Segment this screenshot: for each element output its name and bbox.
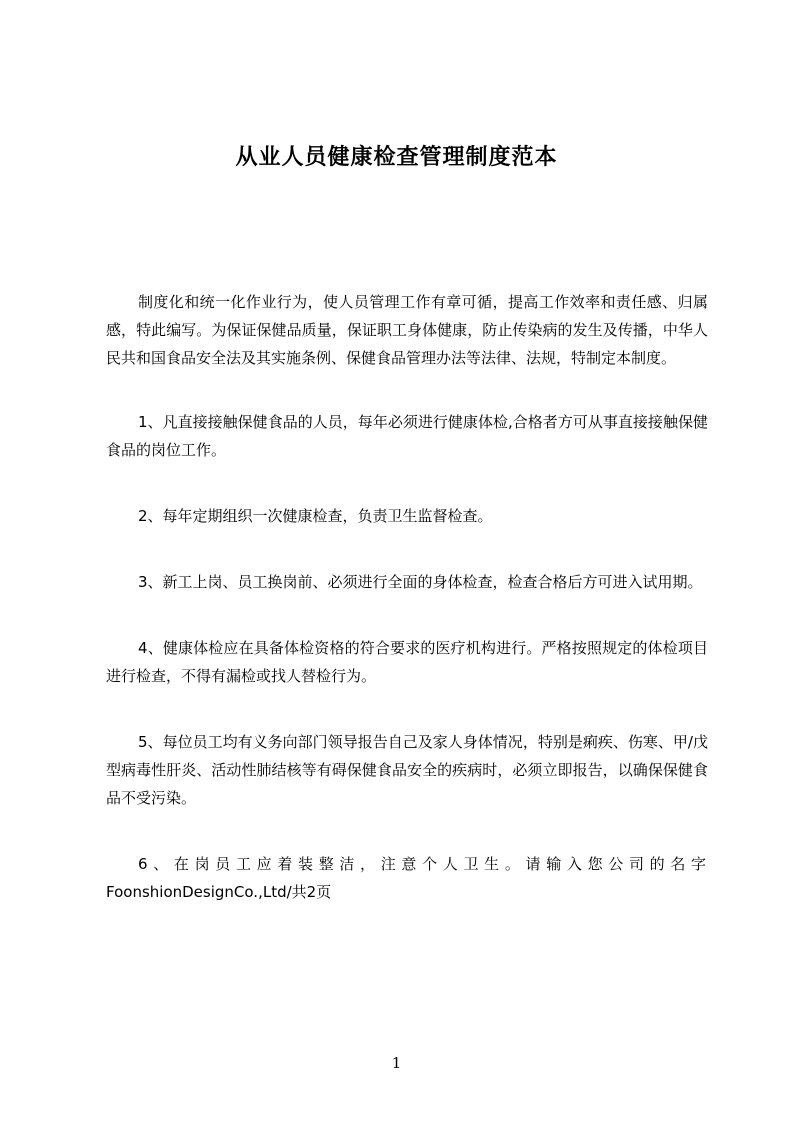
intro-paragraph: 制度化和统一化作业行为，使人员管理工作有章可循，提高工作效率和责任感、归属感，特此编写。为保证保健品质量，保证职工身体健康，防止传染病的发生及传播，中华人民共和国食品安全法及其实施条例、保健食品管理办法等法律、法规，特制定本制度。 <box>106 293 708 367</box>
rule-item-6 <box>106 850 708 906</box>
rule-item-6-text: 6、在岗员工应着装整洁，注意个人卫生。请输入您公司的名字 <box>138 855 708 873</box>
document-body <box>106 288 708 944</box>
rule-item-6-tail: FoonshionDesignCo.,Ltd/共2页 <box>106 883 332 901</box>
rule-item-5: 5、每位员工均有义务向部门领导报告自己及家人身体情况，特别是痢疾、伤寒、甲/戊型病毒性肝炎、活动性肺结核等有碍保健食品安全的疾病时，必须立即报告，以确保保健食品不受污染。 <box>106 733 708 807</box>
document-title: 从业人员健康检查管理制度范本 <box>235 145 558 170</box>
rule-item-2: 2、每年定期组织一次健康检查，负责卫生监督检查。 <box>138 507 493 525</box>
page-number: 1 <box>391 1054 402 1072</box>
rule-item-3: 3、新工上岗、员工换岗前、必须进行全面的身体检查，检查合格后方可进入试用期。 <box>138 573 703 591</box>
rule-item-4: 4、健康体检应在具备体检资格的符合要求的医疗机构进行。严格按照规定的体检项目进行检查，不得有漏检或找人替检行为。 <box>106 639 708 685</box>
rule-item-1: 1、凡直接接触保健食品的人员，每年必须进行健康体检,合格者方可从事直接接触保健食品的岗位工作。 <box>106 413 708 459</box>
